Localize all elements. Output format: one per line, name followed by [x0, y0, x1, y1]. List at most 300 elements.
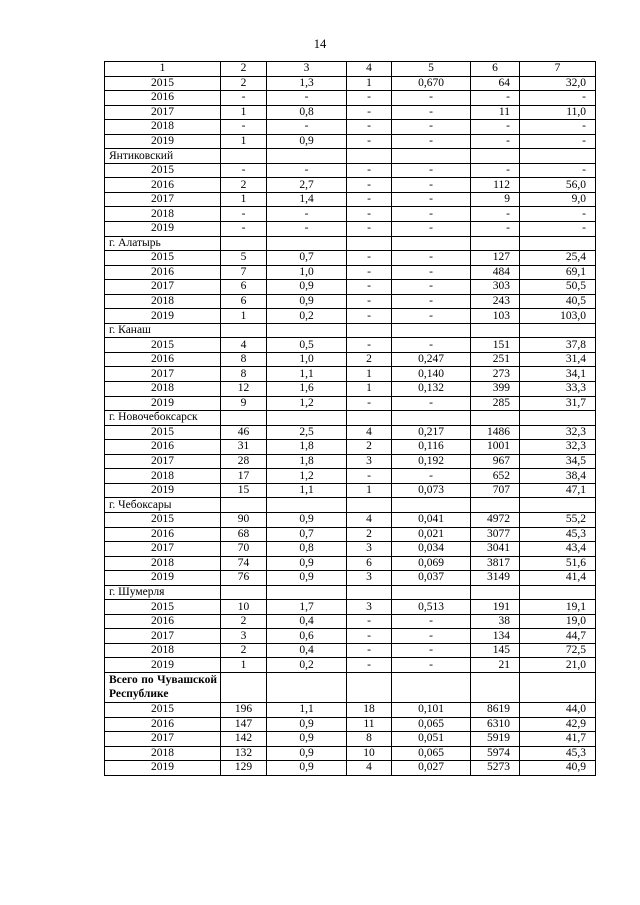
year-row [105, 629, 596, 644]
year-cell: 2017 [105, 732, 221, 747]
page-number: 14 [313, 37, 327, 51]
empty-cell [392, 149, 471, 164]
value-cell: 38,4 [520, 469, 596, 484]
year-cell: 2019 [105, 658, 221, 673]
value-cell: 2 [221, 76, 267, 91]
empty-cell [520, 672, 596, 702]
value-cell: 0,037 [392, 571, 471, 586]
value-cell: 6 [347, 556, 392, 571]
year-cell: 2017 [105, 629, 221, 644]
district-name: г. Шумерля [105, 585, 221, 600]
value-cell: - [347, 163, 392, 178]
value-cell: 5919 [471, 732, 520, 747]
value-cell: 3149 [471, 571, 520, 586]
value-cell: - [392, 120, 471, 135]
year-cell: 2017 [105, 454, 221, 469]
value-cell: 11 [347, 717, 392, 732]
year-cell: 2015 [105, 512, 221, 527]
value-cell: 484 [471, 265, 520, 280]
value-cell: 0,9 [267, 294, 347, 309]
year-row [105, 396, 596, 411]
value-cell: - [347, 294, 392, 309]
value-cell: 51,6 [520, 556, 596, 571]
empty-cell [520, 411, 596, 426]
value-cell: 25,4 [520, 251, 596, 266]
value-cell: 0,9 [267, 732, 347, 747]
value-cell: - [392, 280, 471, 295]
value-cell: 32,0 [520, 76, 596, 91]
year-cell: 2016 [105, 178, 221, 193]
value-cell: 55,2 [520, 512, 596, 527]
year-cell: 2016 [105, 527, 221, 542]
year-row [105, 542, 596, 557]
value-cell: 18 [347, 702, 392, 717]
value-cell: 19,0 [520, 614, 596, 629]
value-cell: 31,4 [520, 352, 596, 367]
value-cell: 46 [221, 425, 267, 440]
value-cell: 0,192 [392, 454, 471, 469]
value-cell: 4 [221, 338, 267, 353]
year-cell: 2018 [105, 746, 221, 761]
value-cell: - [471, 120, 520, 135]
value-cell: 0,9 [267, 512, 347, 527]
value-cell: 19,1 [520, 600, 596, 615]
value-cell: 15 [221, 483, 267, 498]
empty-cell [471, 672, 520, 702]
year-cell: 2016 [105, 614, 221, 629]
value-cell: 6 [221, 280, 267, 295]
empty-cell [392, 411, 471, 426]
value-cell: 129 [221, 761, 267, 776]
value-cell: 45,3 [520, 746, 596, 761]
value-cell: - [347, 396, 392, 411]
empty-cell [347, 498, 392, 513]
value-cell: - [221, 120, 267, 135]
value-cell: 68 [221, 527, 267, 542]
value-cell: 4972 [471, 512, 520, 527]
year-row [105, 600, 596, 615]
value-cell: 0,065 [392, 746, 471, 761]
value-cell: 151 [471, 338, 520, 353]
empty-cell [267, 236, 347, 251]
value-cell: 21 [471, 658, 520, 673]
value-cell: 0,4 [267, 614, 347, 629]
empty-cell [392, 672, 471, 702]
statistics-table [104, 61, 596, 776]
empty-cell [267, 323, 347, 338]
empty-cell [221, 149, 267, 164]
empty-cell [520, 498, 596, 513]
value-cell: 12 [221, 382, 267, 397]
district-header-row [105, 323, 596, 338]
value-cell: 0,132 [392, 382, 471, 397]
empty-cell [347, 585, 392, 600]
value-cell: 0,9 [267, 761, 347, 776]
value-cell: - [267, 163, 347, 178]
empty-cell [347, 411, 392, 426]
value-cell: 64 [471, 76, 520, 91]
value-cell: - [392, 91, 471, 106]
value-cell: 0,7 [267, 251, 347, 266]
year-cell: 2018 [105, 207, 221, 222]
empty-cell [471, 236, 520, 251]
value-cell: 5974 [471, 746, 520, 761]
value-cell: 0,140 [392, 367, 471, 382]
value-cell: 28 [221, 454, 267, 469]
value-cell: 8 [221, 352, 267, 367]
value-cell: 127 [471, 251, 520, 266]
value-cell: 112 [471, 178, 520, 193]
district-name: Янтиковский [105, 149, 221, 164]
year-cell: 2016 [105, 91, 221, 106]
value-cell: 76 [221, 571, 267, 586]
year-cell: 2016 [105, 352, 221, 367]
value-cell: 11,0 [520, 105, 596, 120]
value-cell: 41,4 [520, 571, 596, 586]
value-cell: 2 [347, 352, 392, 367]
value-cell: 0,9 [267, 280, 347, 295]
year-cell: 2018 [105, 382, 221, 397]
value-cell: 1 [221, 105, 267, 120]
value-cell: - [267, 91, 347, 106]
value-cell: 41,7 [520, 732, 596, 747]
value-cell: 2 [347, 527, 392, 542]
year-cell: 2015 [105, 600, 221, 615]
district-header-row [105, 236, 596, 251]
year-cell: 2018 [105, 643, 221, 658]
value-cell: 9 [471, 192, 520, 207]
value-cell: 3 [347, 542, 392, 557]
year-cell: 2019 [105, 396, 221, 411]
value-cell: 1,1 [267, 483, 347, 498]
value-cell: - [347, 222, 392, 237]
year-row [105, 280, 596, 295]
value-cell: - [347, 134, 392, 149]
year-row [105, 163, 596, 178]
value-cell: 32,3 [520, 425, 596, 440]
value-cell: 4 [347, 761, 392, 776]
year-row [105, 134, 596, 149]
value-cell: 34,5 [520, 454, 596, 469]
value-cell: 2 [347, 440, 392, 455]
value-cell: - [471, 91, 520, 106]
value-cell: - [471, 134, 520, 149]
district-header-row [105, 149, 596, 164]
value-cell: - [221, 207, 267, 222]
empty-cell [347, 236, 392, 251]
year-cell: 2015 [105, 425, 221, 440]
empty-cell [221, 323, 267, 338]
value-cell: 0,670 [392, 76, 471, 91]
year-cell: 2016 [105, 265, 221, 280]
value-cell: 0,8 [267, 105, 347, 120]
year-cell: 2019 [105, 309, 221, 324]
year-row [105, 527, 596, 542]
value-cell: - [392, 134, 471, 149]
value-cell: 285 [471, 396, 520, 411]
district-name: г. Чебоксары [105, 498, 221, 513]
value-cell: 3041 [471, 542, 520, 557]
value-cell: - [347, 265, 392, 280]
value-cell: 1 [221, 192, 267, 207]
value-cell: 31,7 [520, 396, 596, 411]
value-cell: - [267, 120, 347, 135]
value-cell: - [347, 658, 392, 673]
value-cell: 0,116 [392, 440, 471, 455]
value-cell: 1 [221, 134, 267, 149]
district-name: г. Канаш [105, 323, 221, 338]
value-cell: 243 [471, 294, 520, 309]
value-cell: 0,9 [267, 134, 347, 149]
year-cell: 2019 [105, 134, 221, 149]
empty-cell [392, 498, 471, 513]
column-number: 6 [471, 62, 520, 77]
value-cell: 11 [471, 105, 520, 120]
value-cell: 3077 [471, 527, 520, 542]
value-cell: - [392, 207, 471, 222]
value-cell: - [471, 222, 520, 237]
empty-cell [520, 149, 596, 164]
value-cell: 0,6 [267, 629, 347, 644]
empty-cell [267, 411, 347, 426]
year-row [105, 192, 596, 207]
value-cell: - [347, 614, 392, 629]
year-row [105, 251, 596, 266]
value-cell: - [471, 207, 520, 222]
value-cell: 132 [221, 746, 267, 761]
value-cell: 0,8 [267, 542, 347, 557]
year-cell: 2019 [105, 483, 221, 498]
value-cell: 1 [347, 367, 392, 382]
value-cell: - [392, 658, 471, 673]
value-cell: 1,1 [267, 367, 347, 382]
value-cell: 9 [221, 396, 267, 411]
value-cell: - [392, 251, 471, 266]
column-number: 1 [105, 62, 221, 77]
value-cell: - [221, 222, 267, 237]
value-cell: 652 [471, 469, 520, 484]
value-cell: 6310 [471, 717, 520, 732]
year-cell: 2017 [105, 542, 221, 557]
value-cell: 1 [347, 76, 392, 91]
year-row [105, 658, 596, 673]
value-cell: 31 [221, 440, 267, 455]
value-cell: 10 [347, 746, 392, 761]
value-cell: 142 [221, 732, 267, 747]
value-cell: 2 [221, 643, 267, 658]
year-cell: 2016 [105, 440, 221, 455]
year-row [105, 469, 596, 484]
year-row [105, 265, 596, 280]
empty-cell [471, 585, 520, 600]
value-cell: - [392, 265, 471, 280]
value-cell: 2 [221, 178, 267, 193]
value-cell: 34,1 [520, 367, 596, 382]
value-cell: - [347, 192, 392, 207]
column-number: 4 [347, 62, 392, 77]
value-cell: 707 [471, 483, 520, 498]
empty-cell [392, 585, 471, 600]
value-cell: 0,7 [267, 527, 347, 542]
value-cell: - [392, 222, 471, 237]
value-cell: 7 [221, 265, 267, 280]
value-cell: - [347, 251, 392, 266]
value-cell: - [392, 629, 471, 644]
value-cell: - [520, 91, 596, 106]
value-cell: 40,5 [520, 294, 596, 309]
year-cell: 2015 [105, 251, 221, 266]
column-number: 2 [221, 62, 267, 77]
year-cell: 2019 [105, 222, 221, 237]
value-cell: 399 [471, 382, 520, 397]
value-cell: 1486 [471, 425, 520, 440]
value-cell: - [392, 396, 471, 411]
value-cell: 1 [221, 309, 267, 324]
value-cell: 103,0 [520, 309, 596, 324]
value-cell: 0,513 [392, 600, 471, 615]
value-cell: 1,7 [267, 600, 347, 615]
value-cell: - [392, 178, 471, 193]
empty-cell [221, 498, 267, 513]
year-row [105, 425, 596, 440]
value-cell: 8619 [471, 702, 520, 717]
empty-cell [267, 672, 347, 702]
value-cell: - [392, 309, 471, 324]
year-cell: 2018 [105, 556, 221, 571]
year-row [105, 732, 596, 747]
value-cell: - [347, 91, 392, 106]
value-cell: 0,9 [267, 571, 347, 586]
empty-cell [221, 236, 267, 251]
empty-cell [392, 236, 471, 251]
year-row [105, 338, 596, 353]
value-cell: 5 [221, 251, 267, 266]
value-cell: 2,7 [267, 178, 347, 193]
value-cell: 1,2 [267, 396, 347, 411]
empty-cell [471, 323, 520, 338]
year-row [105, 120, 596, 135]
year-cell: 2016 [105, 717, 221, 732]
value-cell: 1 [221, 658, 267, 673]
value-cell: 74 [221, 556, 267, 571]
empty-cell [392, 323, 471, 338]
value-cell: 3 [347, 571, 392, 586]
year-row [105, 76, 596, 91]
value-cell: - [267, 207, 347, 222]
year-row [105, 746, 596, 761]
year-row [105, 761, 596, 776]
value-cell: 0,021 [392, 527, 471, 542]
value-cell: 43,4 [520, 542, 596, 557]
value-cell: - [392, 192, 471, 207]
value-cell: - [347, 120, 392, 135]
value-cell: 0,9 [267, 717, 347, 732]
empty-cell [471, 411, 520, 426]
value-cell: 0,2 [267, 309, 347, 324]
value-cell: - [347, 207, 392, 222]
value-cell: 69,1 [520, 265, 596, 280]
year-cell: 2019 [105, 761, 221, 776]
value-cell: 967 [471, 454, 520, 469]
empty-cell [471, 149, 520, 164]
year-row [105, 512, 596, 527]
value-cell: 42,9 [520, 717, 596, 732]
year-row [105, 105, 596, 120]
value-cell: 1,8 [267, 440, 347, 455]
value-cell: - [520, 134, 596, 149]
value-cell: 0,247 [392, 352, 471, 367]
value-cell: 70 [221, 542, 267, 557]
year-row [105, 556, 596, 571]
empty-cell [520, 323, 596, 338]
empty-cell [267, 585, 347, 600]
column-number: 3 [267, 62, 347, 77]
value-cell: - [392, 643, 471, 658]
value-cell: - [347, 469, 392, 484]
year-row [105, 483, 596, 498]
value-cell: 1,4 [267, 192, 347, 207]
value-cell: 303 [471, 280, 520, 295]
value-cell: - [347, 629, 392, 644]
total-header-row [105, 672, 596, 702]
value-cell: 3 [221, 629, 267, 644]
value-cell: - [347, 105, 392, 120]
value-cell: - [471, 163, 520, 178]
value-cell: 1,1 [267, 702, 347, 717]
year-row [105, 440, 596, 455]
value-cell: - [347, 309, 392, 324]
value-cell: 1001 [471, 440, 520, 455]
value-cell: 40,9 [520, 761, 596, 776]
value-cell: 37,8 [520, 338, 596, 353]
value-cell: 8 [347, 732, 392, 747]
value-cell: 0,9 [267, 556, 347, 571]
value-cell: 0,027 [392, 761, 471, 776]
value-cell: 1 [347, 483, 392, 498]
value-cell: - [347, 338, 392, 353]
value-cell: 191 [471, 600, 520, 615]
value-cell: - [520, 163, 596, 178]
value-cell: 3817 [471, 556, 520, 571]
empty-cell [471, 498, 520, 513]
value-cell: 6 [221, 294, 267, 309]
value-cell: 56,0 [520, 178, 596, 193]
value-cell: - [392, 614, 471, 629]
value-cell: - [392, 469, 471, 484]
year-row [105, 643, 596, 658]
empty-cell [347, 323, 392, 338]
year-row [105, 454, 596, 469]
value-cell: 196 [221, 702, 267, 717]
year-row [105, 352, 596, 367]
value-cell: 32,3 [520, 440, 596, 455]
year-row [105, 294, 596, 309]
value-cell: - [221, 163, 267, 178]
year-cell: 2015 [105, 76, 221, 91]
year-row [105, 702, 596, 717]
value-cell: 9,0 [520, 192, 596, 207]
year-row [105, 571, 596, 586]
value-cell: - [347, 643, 392, 658]
empty-cell [347, 672, 392, 702]
value-cell: 2,5 [267, 425, 347, 440]
value-cell: 21,0 [520, 658, 596, 673]
value-cell: - [347, 280, 392, 295]
value-cell: 251 [471, 352, 520, 367]
empty-cell [267, 149, 347, 164]
year-row [105, 382, 596, 397]
year-row [105, 207, 596, 222]
